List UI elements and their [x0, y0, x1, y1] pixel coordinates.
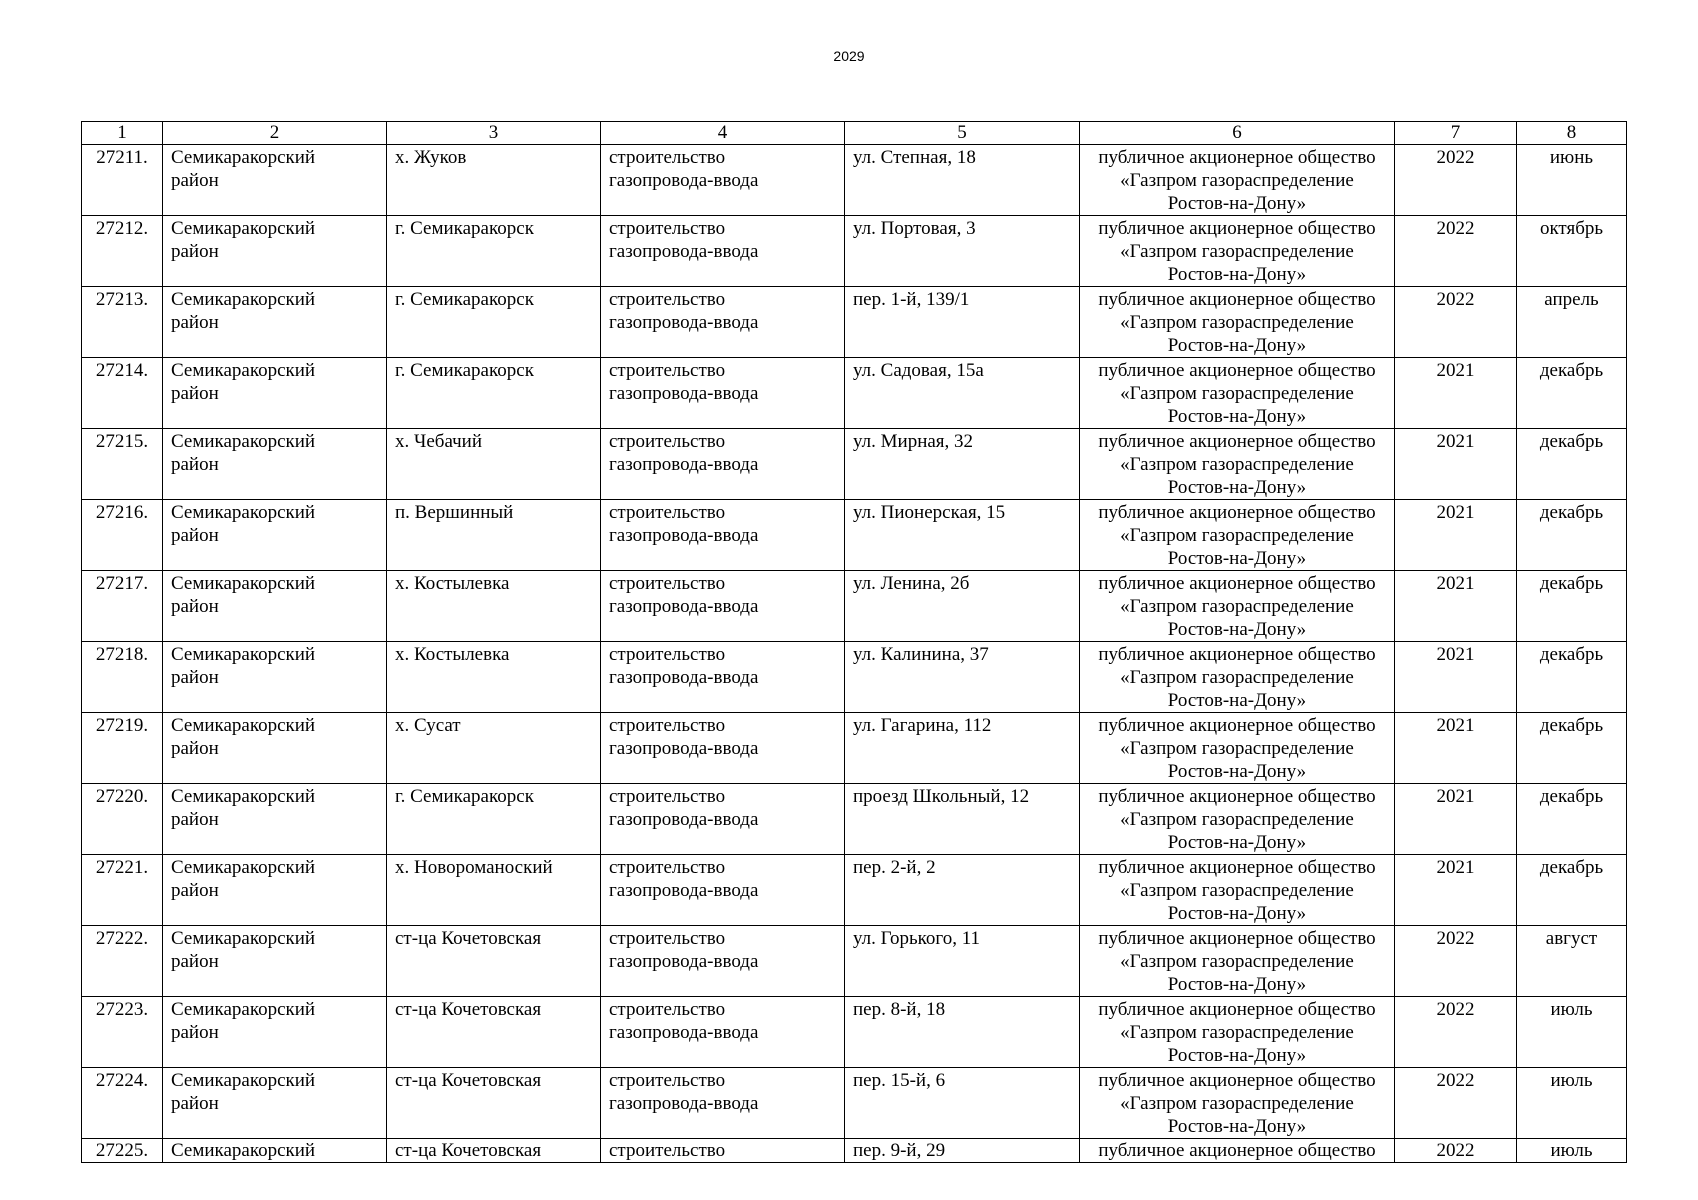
locality-cell: г. Семикаракорск [387, 287, 601, 358]
district-cell [163, 358, 387, 429]
month-cell: декабрь [1517, 429, 1627, 500]
owner-cell-line: «Газпром газораспределение [1120, 667, 1354, 688]
work-type-cell-line: газопровода-ввода [609, 809, 759, 830]
work-type-cell [601, 642, 845, 713]
owner-cell-line: «Газпром газораспределение [1120, 454, 1354, 475]
address-cell: ул. Пионерская, 15 [845, 500, 1080, 571]
address-cell: пер. 2-й, 2 [845, 855, 1080, 926]
owner-cell-line: «Газпром газораспределение [1120, 1093, 1354, 1114]
year-cell: 2021 [1395, 642, 1517, 713]
district-cell [163, 571, 387, 642]
owner-cell-line: публичное акционерное общество [1098, 786, 1376, 807]
owner-cell-line: Ростов-на-Дону» [1167, 548, 1307, 569]
work-type-cell-line: строительство [609, 1070, 726, 1091]
owner-cell-line: Ростов-на-Дону» [1167, 335, 1307, 356]
page-number: 2029 [833, 48, 865, 64]
work-type-cell [601, 500, 845, 571]
district-cell-line: Семикаракорский [171, 502, 316, 523]
owner-cell-line: «Газпром газораспределение [1120, 1022, 1354, 1043]
work-type-cell [601, 216, 845, 287]
owner-cell-line: публичное акционерное общество [1098, 502, 1376, 523]
locality-cell: ст-ца Кочетовская [387, 1068, 601, 1139]
owner-cell-line: «Газпром газораспределение [1120, 383, 1354, 404]
year-cell: 2022 [1395, 926, 1517, 997]
district-cell-line: район [171, 525, 219, 546]
table-row [82, 429, 1627, 500]
month-cell: апрель [1517, 287, 1627, 358]
year-cell: 2021 [1395, 358, 1517, 429]
address-cell: пер. 8-й, 18 [845, 997, 1080, 1068]
owner-cell-line: публичное акционерное общество [1098, 431, 1376, 452]
district-cell-line: район [171, 667, 219, 688]
owner-cell-line: «Газпром газораспределение [1120, 951, 1354, 972]
owner-cell-line: Ростов-на-Дону» [1167, 903, 1307, 924]
owner-cell [1080, 926, 1395, 997]
district-cell-line: Семикаракорский [171, 928, 316, 949]
year-cell: 2021 [1395, 500, 1517, 571]
district-cell-line: район [171, 241, 219, 262]
district-cell [163, 926, 387, 997]
work-type-cell [601, 784, 845, 855]
owner-cell-line: Ростов-на-Дону» [1167, 761, 1307, 782]
month-cell: октябрь [1517, 216, 1627, 287]
district-cell-line: Семикаракорский [171, 786, 316, 807]
work-type-cell-line: газопровода-ввода [609, 1093, 759, 1114]
month-cell: июль [1517, 1139, 1627, 1163]
column-header: 3 [387, 122, 601, 145]
table-row [82, 145, 1627, 216]
district-cell-line: район [171, 738, 219, 759]
month-cell: декабрь [1517, 358, 1627, 429]
month-cell: декабрь [1517, 500, 1627, 571]
locality-cell: ст-ца Кочетовская [387, 926, 601, 997]
row-number-cell: 27220. [82, 784, 163, 855]
district-cell-line: район [171, 383, 219, 404]
work-type-cell-line: строительство [609, 431, 726, 452]
owner-cell-line: публичное акционерное общество [1098, 289, 1376, 310]
work-type-cell-line: газопровода-ввода [609, 667, 759, 688]
locality-cell: г. Семикаракорск [387, 358, 601, 429]
work-type-cell-line: газопровода-ввода [609, 880, 759, 901]
address-cell: пер. 9-й, 29 [845, 1139, 1080, 1163]
year-cell: 2022 [1395, 287, 1517, 358]
year-cell: 2021 [1395, 571, 1517, 642]
column-header: 2 [163, 122, 387, 145]
district-cell [163, 1139, 387, 1163]
locality-cell: х. Сусат [387, 713, 601, 784]
gas-pipeline-registry-table [81, 121, 1627, 1163]
year-cell: 2022 [1395, 997, 1517, 1068]
owner-cell [1080, 855, 1395, 926]
owner-cell [1080, 358, 1395, 429]
work-type-cell-line: газопровода-ввода [609, 738, 759, 759]
row-number-cell: 27216. [82, 500, 163, 571]
district-cell-line: район [171, 809, 219, 830]
district-cell-line: Семикаракорский [171, 147, 316, 168]
owner-cell-line: Ростов-на-Дону» [1167, 264, 1307, 285]
year-cell: 2022 [1395, 145, 1517, 216]
owner-cell-line: Ростов-на-Дону» [1167, 406, 1307, 427]
owner-cell-line: публичное акционерное общество [1098, 360, 1376, 381]
district-cell-line: район [171, 951, 219, 972]
work-type-cell-line: строительство [609, 1140, 726, 1161]
owner-cell-line: публичное акционерное общество [1098, 857, 1376, 878]
month-cell: декабрь [1517, 571, 1627, 642]
column-header: 1 [82, 122, 163, 145]
table-row [82, 287, 1627, 358]
row-number-cell: 27214. [82, 358, 163, 429]
district-cell-line: район [171, 1093, 219, 1114]
work-type-cell-line: газопровода-ввода [609, 383, 759, 404]
owner-cell [1080, 784, 1395, 855]
table-row [82, 926, 1627, 997]
owner-cell-line: «Газпром газораспределение [1120, 241, 1354, 262]
district-cell [163, 287, 387, 358]
district-cell-line: Семикаракорский [171, 715, 316, 736]
row-number-cell: 27212. [82, 216, 163, 287]
owner-cell-line: Ростов-на-Дону» [1167, 477, 1307, 498]
year-cell: 2021 [1395, 855, 1517, 926]
address-cell: ул. Садовая, 15а [845, 358, 1080, 429]
district-cell [163, 1068, 387, 1139]
work-type-cell-line: строительство [609, 573, 726, 594]
work-type-cell-line: газопровода-ввода [609, 170, 759, 191]
work-type-cell-line: строительство [609, 786, 726, 807]
table-row [82, 997, 1627, 1068]
locality-cell: г. Семикаракорск [387, 784, 601, 855]
month-cell: июнь [1517, 145, 1627, 216]
column-header: 4 [601, 122, 845, 145]
month-cell: декабрь [1517, 855, 1627, 926]
month-cell: июль [1517, 1068, 1627, 1139]
district-cell-line: Семикаракорский [171, 999, 316, 1020]
row-number-cell: 27221. [82, 855, 163, 926]
owner-cell-line: Ростов-на-Дону» [1167, 619, 1307, 640]
district-cell-line: Семикаракорский [171, 644, 316, 665]
work-type-cell-line: газопровода-ввода [609, 596, 759, 617]
district-cell [163, 997, 387, 1068]
owner-cell-line: «Газпром газораспределение [1120, 525, 1354, 546]
district-cell-line: Семикаракорский [171, 289, 316, 310]
work-type-cell-line: строительство [609, 857, 726, 878]
owner-cell-line: Ростов-на-Дону» [1167, 1045, 1307, 1066]
work-type-cell [601, 1139, 845, 1163]
address-cell: ул. Калинина, 37 [845, 642, 1080, 713]
month-cell: август [1517, 926, 1627, 997]
district-cell-line: район [171, 880, 219, 901]
row-number-cell: 27218. [82, 642, 163, 713]
owner-cell-line: Ростов-на-Дону» [1167, 690, 1307, 711]
district-cell-line: Семикаракорский [171, 360, 316, 381]
table-row [82, 784, 1627, 855]
work-type-cell-line: строительство [609, 999, 726, 1020]
owner-cell [1080, 997, 1395, 1068]
column-header: 8 [1517, 122, 1627, 145]
table-row [82, 642, 1627, 713]
row-number-cell: 27222. [82, 926, 163, 997]
work-type-cell-line: газопровода-ввода [609, 951, 759, 972]
table-row [82, 713, 1627, 784]
owner-cell-line: «Газпром газораспределение [1120, 312, 1354, 333]
row-number-cell: 27224. [82, 1068, 163, 1139]
owner-cell-line: публичное акционерное общество [1098, 928, 1376, 949]
year-cell: 2022 [1395, 1068, 1517, 1139]
owner-cell-line: публичное акционерное общество [1098, 644, 1376, 665]
column-header: 7 [1395, 122, 1517, 145]
row-number-cell: 27217. [82, 571, 163, 642]
work-type-cell [601, 855, 845, 926]
table-row [82, 1068, 1627, 1139]
year-cell: 2022 [1395, 1139, 1517, 1163]
locality-cell: п. Вершинный [387, 500, 601, 571]
address-cell: пер. 1-й, 139/1 [845, 287, 1080, 358]
district-cell [163, 642, 387, 713]
owner-cell-line: публичное акционерное общество [1098, 218, 1376, 239]
month-cell: июль [1517, 997, 1627, 1068]
district-cell [163, 855, 387, 926]
work-type-cell-line: строительство [609, 147, 726, 168]
month-cell: декабрь [1517, 713, 1627, 784]
table-row [82, 358, 1627, 429]
owner-cell-line: публичное акционерное общество [1098, 573, 1376, 594]
owner-cell [1080, 1068, 1395, 1139]
year-cell: 2021 [1395, 784, 1517, 855]
work-type-cell-line: газопровода-ввода [609, 1022, 759, 1043]
year-cell: 2021 [1395, 429, 1517, 500]
locality-cell: ст-ца Кочетовская [387, 997, 601, 1068]
owner-cell [1080, 1139, 1395, 1163]
district-cell-line: Семикаракорский [171, 431, 316, 452]
address-cell: ул. Гагарина, 112 [845, 713, 1080, 784]
owner-cell-line: публичное акционерное общество [1098, 715, 1376, 736]
table-row [82, 500, 1627, 571]
district-cell [163, 784, 387, 855]
district-cell-line: район [171, 312, 219, 333]
work-type-cell-line: газопровода-ввода [609, 454, 759, 475]
row-number-cell: 27225. [82, 1139, 163, 1163]
district-cell-line: Семикаракорский [171, 218, 316, 239]
owner-cell-line: Ростов-на-Дону» [1167, 832, 1307, 853]
address-cell: проезд Школьный, 12 [845, 784, 1080, 855]
district-cell [163, 216, 387, 287]
locality-cell: х. Жуков [387, 145, 601, 216]
work-type-cell [601, 358, 845, 429]
owner-cell [1080, 642, 1395, 713]
year-cell: 2021 [1395, 713, 1517, 784]
table-row [82, 571, 1627, 642]
district-cell [163, 429, 387, 500]
locality-cell: г. Семикаракорск [387, 216, 601, 287]
district-cell-line: район [171, 596, 219, 617]
work-type-cell-line: газопровода-ввода [609, 525, 759, 546]
table-row [82, 1139, 1627, 1163]
owner-cell-line: «Газпром газораспределение [1120, 170, 1354, 191]
owner-cell-line: «Газпром газораспределение [1120, 596, 1354, 617]
table-row [82, 855, 1627, 926]
work-type-cell-line: строительство [609, 218, 726, 239]
district-cell-line: Семикаракорский [171, 573, 316, 594]
work-type-cell [601, 571, 845, 642]
owner-cell [1080, 429, 1395, 500]
district-cell [163, 500, 387, 571]
work-type-cell-line: газопровода-ввода [609, 312, 759, 333]
owner-cell [1080, 145, 1395, 216]
work-type-cell [601, 997, 845, 1068]
owner-cell [1080, 571, 1395, 642]
column-header: 6 [1080, 122, 1395, 145]
row-number-cell: 27219. [82, 713, 163, 784]
owner-cell-line: Ростов-на-Дону» [1167, 1116, 1307, 1137]
owner-cell-line: публичное акционерное общество [1098, 147, 1376, 168]
address-cell: пер. 15-й, 6 [845, 1068, 1080, 1139]
district-cell [163, 145, 387, 216]
owner-cell-line: публичное акционерное общество [1098, 1070, 1376, 1091]
locality-cell: х. Новороманоский [387, 855, 601, 926]
work-type-cell-line: строительство [609, 644, 726, 665]
district-cell-line: Семикаракорский [171, 1140, 316, 1161]
locality-cell: х. Чебачий [387, 429, 601, 500]
work-type-cell [601, 713, 845, 784]
owner-cell-line: «Газпром газораспределение [1120, 880, 1354, 901]
work-type-cell-line: строительство [609, 289, 726, 310]
column-header: 5 [845, 122, 1080, 145]
work-type-cell-line: строительство [609, 715, 726, 736]
locality-cell: х. Костылевка [387, 642, 601, 713]
district-cell-line: Семикаракорский [171, 1070, 316, 1091]
owner-cell-line: «Газпром газораспределение [1120, 738, 1354, 759]
address-cell: ул. Ленина, 2б [845, 571, 1080, 642]
owner-cell-line: публичное акционерное общество [1098, 1140, 1376, 1161]
owner-cell [1080, 713, 1395, 784]
work-type-cell [601, 145, 845, 216]
address-cell: ул. Степная, 18 [845, 145, 1080, 216]
owner-cell-line: Ростов-на-Дону» [1167, 974, 1307, 995]
work-type-cell [601, 1068, 845, 1139]
address-cell: ул. Портовая, 3 [845, 216, 1080, 287]
owner-cell [1080, 287, 1395, 358]
owner-cell-line: «Газпром газораспределение [1120, 809, 1354, 830]
locality-cell: ст-ца Кочетовская [387, 1139, 601, 1163]
district-cell-line: район [171, 454, 219, 475]
work-type-cell-line: строительство [609, 502, 726, 523]
table-row [82, 216, 1627, 287]
owner-cell-line: Ростов-на-Дону» [1167, 193, 1307, 214]
column-number-header-row [82, 122, 1627, 145]
owner-cell [1080, 500, 1395, 571]
district-cell [163, 713, 387, 784]
work-type-cell-line: строительство [609, 928, 726, 949]
district-cell-line: район [171, 1022, 219, 1043]
district-cell-line: район [171, 170, 219, 191]
address-cell: ул. Мирная, 32 [845, 429, 1080, 500]
work-type-cell [601, 287, 845, 358]
work-type-cell-line: газопровода-ввода [609, 241, 759, 262]
owner-cell [1080, 216, 1395, 287]
district-cell-line: Семикаракорский [171, 857, 316, 878]
row-number-cell: 27211. [82, 145, 163, 216]
year-cell: 2022 [1395, 216, 1517, 287]
owner-cell-line: публичное акционерное общество [1098, 999, 1376, 1020]
row-number-cell: 27223. [82, 997, 163, 1068]
work-type-cell [601, 429, 845, 500]
month-cell: декабрь [1517, 784, 1627, 855]
row-number-cell: 27213. [82, 287, 163, 358]
work-type-cell-line: строительство [609, 360, 726, 381]
month-cell: декабрь [1517, 642, 1627, 713]
row-number-cell: 27215. [82, 429, 163, 500]
work-type-cell [601, 926, 845, 997]
address-cell: ул. Горького, 11 [845, 926, 1080, 997]
table-body [82, 145, 1627, 1163]
locality-cell: х. Костылевка [387, 571, 601, 642]
